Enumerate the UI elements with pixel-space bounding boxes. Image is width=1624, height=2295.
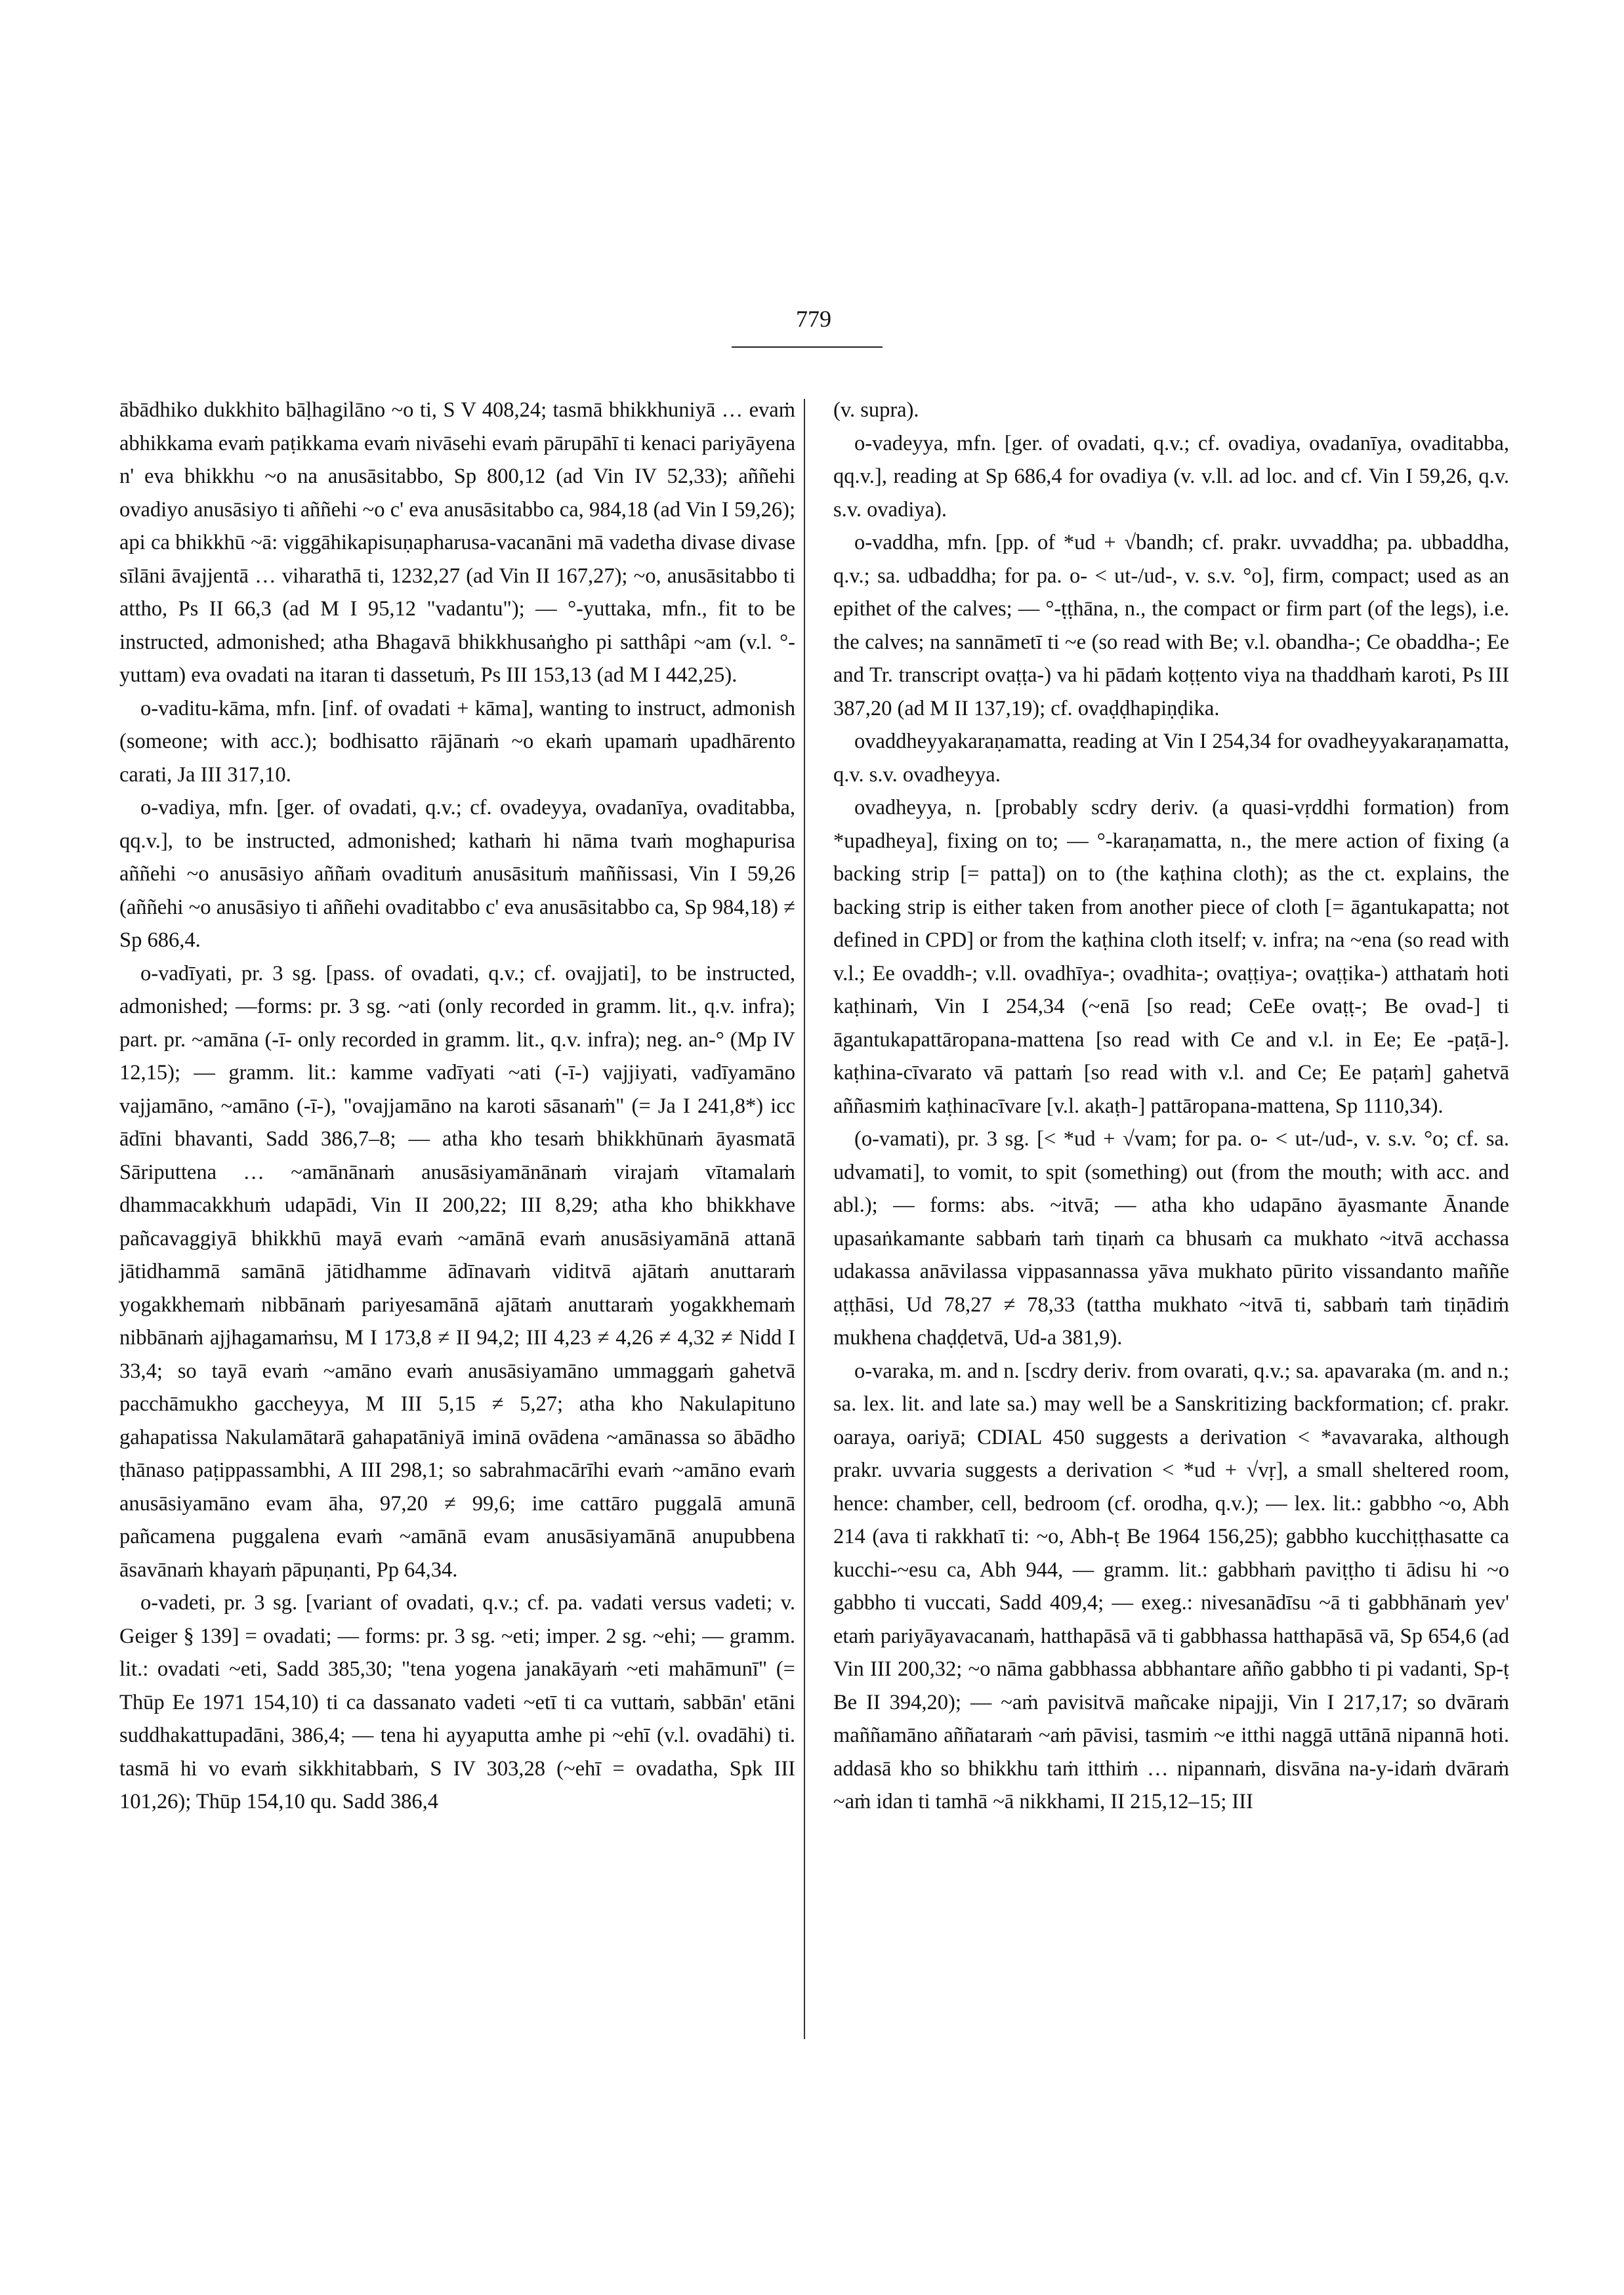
entry-ovadheyya: ovadheyya, n. [probably scdry deriv. (a quasi-vṛddhi formation) from *upadheya], fixing on to; — °-karaṇamatta, n., the mere action of fixing (a backing strip [= patta]) on to (the kaṭhina cloth); as the ct. explains, the backing strip is either taken from another piece of cloth [= āgantukapatta; not defined in CPD] or from the kaṭhina cloth itself; v. infra; na ~ena (so read with v.l.; Ee ovaddh-; v.ll. ovadhīya-; ovadhita-; ovaṭṭiya-; ovaṭṭika-) atthataṁ hoti kaṭhinaṁ, Vin I 254,34 (~enā [so read; CeEe ovaṭṭ-; Be ovad-] ti āgantukapattāropana-mattena [so read with Ce and v.l. in Ee; Ee -paṭā-]. kaṭhina-cīvarato vā pattaṁ [so read with v.l. and Ce; Ee paṭaṁ] gahetvā aññasmiṁ kaṭhinacīvare [v.l. akaṭh-] pattāropana-mattena, Sp 1110,34). xyxy=(833,796,1509,1118)
column-divider xyxy=(804,399,805,2039)
entry-o-vaditu-kama: o-vaditu-kāma, mfn. [inf. of ovadati + kāma], wanting to instruct, admonish (someone; with acc.); bodhisatto rājānaṁ ~o ekaṁ upamaṁ upadhārento carati, Ja III 317,10. xyxy=(119,696,795,787)
left-column xyxy=(119,394,795,1819)
entry-o-vadiya: o-vadiya, mfn. [ger. of ovadati, q.v.; cf. ovadeyya, ovadanīya, ovaditabba, qq.v.], to be instructed, admonished; kathaṁ hi nāma tvaṁ moghapurisa aññehi ~o anusāsiyo aññaṁ ovadituṁ anusāsituṁ maññissasi, Vin I 59,26 (aññehi ~o anusāsiyo ti aññehi ovaditabbo c' eva anusāsitabbo ca, Sp 984,18) ≠ Sp 686,4. xyxy=(119,796,795,952)
entry-o-vadeyya: o-vadeyya, mfn. [ger. of ovadati, q.v.; cf. ovadiya, ovadanīya, ovaditabba, qq.v.], reading at Sp 686,4 for ovadiya (v. v.ll. ad loc. and cf. Vin I 59,26, q.v. s.v. ovadiya). xyxy=(833,431,1509,522)
right-column xyxy=(833,394,1509,1819)
entry-ovaddheyyakaranamatta: ovaddheyyakaraṇamatta, reading at Vin I 254,34 for ovadheyyakaraṇamatta, q.v. s.v. ovadheyya. xyxy=(833,730,1509,787)
entry-o-vaddha: o-vaddha, mfn. [pp. of *ud + √bandh; cf. prakr. uvvaddha; pa. ubbaddha, q.v.; sa. udbaddha; for pa. o- < ut-/ud-, v. s.v. °o], firm, compact; used as an epithet of the calves; — °-ṭṭhāna, n., the compact or firm part (of the legs), i.e. the calves; na sannāmetī ti ~e (so read with Be; v.l. obandha-; Ce obaddha-; Ee and Tr. transcript ovaṭṭa-) va hi pādaṁ koṭṭento viya na thaddhaṁ karoti, Ps III 387,20 (ad M II 137,19); cf. ovaḍḍhapiṇḍika. xyxy=(833,531,1509,720)
entry-o-vadeti: o-vadeti, pr. 3 sg. [variant of ovadati, q.v.; cf. pa. vadati versus vadeti; v. Geiger § 139] = ovadati; — forms: pr. 3 sg. ~eti; imper. 2 sg. ~ehi; — gramm. lit.: ovadati ~eti, Sadd 385,30; "tena yogena janakāyaṁ ~eti mahāmunī" (= Thūp Ee 1971 154,10) ti ca dassanato vadeti ~etī ti ca vuttaṁ, sabbān' etāni suddhakattupadāni, 386,4; — tena hi ayyaputta amhe pi ~ehī (v.l. ovadāhi) ti. tasmā hi vo evaṁ sikkhitabbaṁ, S IV 303,28 (~ehī = ovadatha, Spk III 101,26); Thūp 154,10 qu. Sadd 386,4 xyxy=(119,1591,795,1813)
left-paragraph-continuation: ābādhiko dukkhito bāḷhagilāno ~o ti, S V 408,24; tasmā bhikkhuniyā … evaṁ abhikkama evaṁ paṭikkama evaṁ nivāsehi evaṁ pārupāhī ti kenaci pariyāyena n' eva bhikkhu ~o na anusāsitabbo, Sp 800,12 (ad Vin IV 52,33); aññehi ovadiyo anusāsiyo ti aññehi ~o c' eva anusāsitabbo ca, 984,18 (ad Vin I 59,26); api ca bhikkhū ~ā: viggāhikapisuṇapharusa-vacanāni mā vadetha divase divase sīlāni āvajjentā … viharathā ti, 1232,27 (ad Vin II 167,27); ~o, anusāsitabbo ti attho, Ps II 66,3 (ad M I 95,12 "vadantu"); — °-yuttaka, mfn., fit to be instructed, admonished; atha Bhagavā bhikkhusaṅgho pi satthâpi ~am (v.l. °-yuttam) eva ovadati na itaran ti dassetuṁ, Ps III 153,13 (ad M I 442,25). xyxy=(119,398,795,687)
entry-o-vadiyati: o-vadīyati, pr. 3 sg. [pass. of ovadati, q.v.; cf. ovajjati], to be instructed, admonished; —forms: pr. 3 sg. ~ati (only recorded in gramm. lit., q.v. infra); part. pr. ~amāna (-ī- only recorded in gramm. lit., q.v. infra); neg. an-° (Mp IV 12,15); — gramm. lit.: kamme vadīyati ~ati (-ī-) vajjiyati, vadīyamāno vajjamāno, ~amāno (-ī-), "ovajjamāno na karoti sāsanaṁ" (= Ja I 241,8*) icc ādīni bhavanti, Sadd 386,7–8; — atha kho tesaṁ bhikkhūnaṁ āyasmatā Sāriputtena … ~amānānaṁ anusāsiyamānānaṁ virajaṁ vītamalaṁ dhammacakkhuṁ udapādi, Vin II 200,22; III 8,29; atha kho bhikkhave pañcavaggiyā bhikkhū mayā evaṁ ~amānā evaṁ anusāsiyamānā attanā jātidhammā samānā jātidhamme ādīnavaṁ viditvā ajātaṁ anuttaraṁ yogakkhemaṁ nibbānaṁ pariyesamānā ajātaṁ anuttaraṁ yogakkhemaṁ nibbānaṁ ajjhagamaṁsu, M I 173,8 ≠ II 94,2; III 4,23 ≠ 4,26 ≠ 4,32 ≠ Nidd I 33,4; so tayā evaṁ ~amāno evaṁ anusāsiyamāno ummaggaṁ gahetvā pacchāmukho gaccheyya, M III 5,15 ≠ 5,27; atha kho Nakulapituno gahapatissa Nakulamātarā gahapatāniyā iminā ovādena ~amānassa so ābādho ṭhānaso paṭippassambhi, A III 298,1; so sabrahmacārīhi evaṁ ~amāno evaṁ anusāsiyamāno evam āha, 97,20 ≠ 99,6; ime cattāro puggalā amunā pañcamena puggalena evaṁ ~amānā evam anusāsiyamānā anupubbena āsavānaṁ khayaṁ pāpuṇanti, Pp 64,34. xyxy=(119,961,795,1582)
entry-o-varaka: o-varaka, m. and n. [scdry deriv. from ovarati, q.v.; sa. apavaraka (m. and n.; sa. lex. lit. and late sa.) may well be a Sanskritizing backformation; cf. prakr. oaraya, oariyā; CDIAL 450 suggests a derivation < *avavaraka, although prakr. uvvaria suggests a derivation < *ud + √vṛ], a small sheltered room, hence: chamber, cell, bedroom (cf. orodha, q.v.); — lex. lit.: gabbho ~o, Abh 214 (ava ti rakkhatī ti: ~o, Abh-ṭ Be 1964 156,25); gabbho kucchiṭṭhasatte ca kucchi-~esu ca, Abh 944, — gramm. lit.: gabbhaṁ paviṭṭho ti ādisu hi ~o gabbho ti vuccati, Sadd 409,4; — exeg.: nivesanādīsu ~ā ti gabbhānaṁ yev' etaṁ pariyāyavacanaṁ, hatthapāsā vā ti gabbhassa hatthapāsā vā, Sp 654,6 (ad Vin III 200,32; ~o nāma gabbhassa abbhantare añño gabbho ti pi vadanti, Sp-ṭ Be II 394,20); — ~aṁ pavisitvā mañcake nipajji, Vin I 217,17; so dvāraṁ maññamāno aññataraṁ ~aṁ pāvisi, tasmiṁ ~e itthi naggā uttānā nipannā hoti. addasā kho so bhikkhu taṁ itthiṁ … nipannaṁ, disvāna na-y-idaṁ dvāraṁ ~aṁ idan ti tamhā ~ā nikkhami, II 215,12–15; III xyxy=(833,1359,1509,1813)
page-number: 779 xyxy=(796,306,831,332)
entry-o-vamati: (o-vamati), pr. 3 sg. [< *ud + √vam; for pa. o- < ut-/ud-, v. s.v. °o; cf. sa. udvamati], to vomit, to spit (something) out (from the mouth; with acc. and abl.); — forms: abs. ~itvā; — atha kho udapāno āyasmante Ānande upasaṅkamante sabbaṁ taṁ tiṇaṁ ca bhusaṁ ca mukhato ~itvā acchassa udakassa anāvilassa vippasannassa yāva mukhato pūrito vissandanto maññe aṭṭhāsi, Ud 78,27 ≠ 78,33 (tattha mukhato ~itvā ti, sabbaṁ taṁ tiṇādiṁ mukhena chaḍḍetvā, Ud-a 381,9). xyxy=(833,1127,1509,1350)
right-paragraph-continuation: (v. supra). xyxy=(833,398,919,422)
header-rule xyxy=(732,346,883,348)
